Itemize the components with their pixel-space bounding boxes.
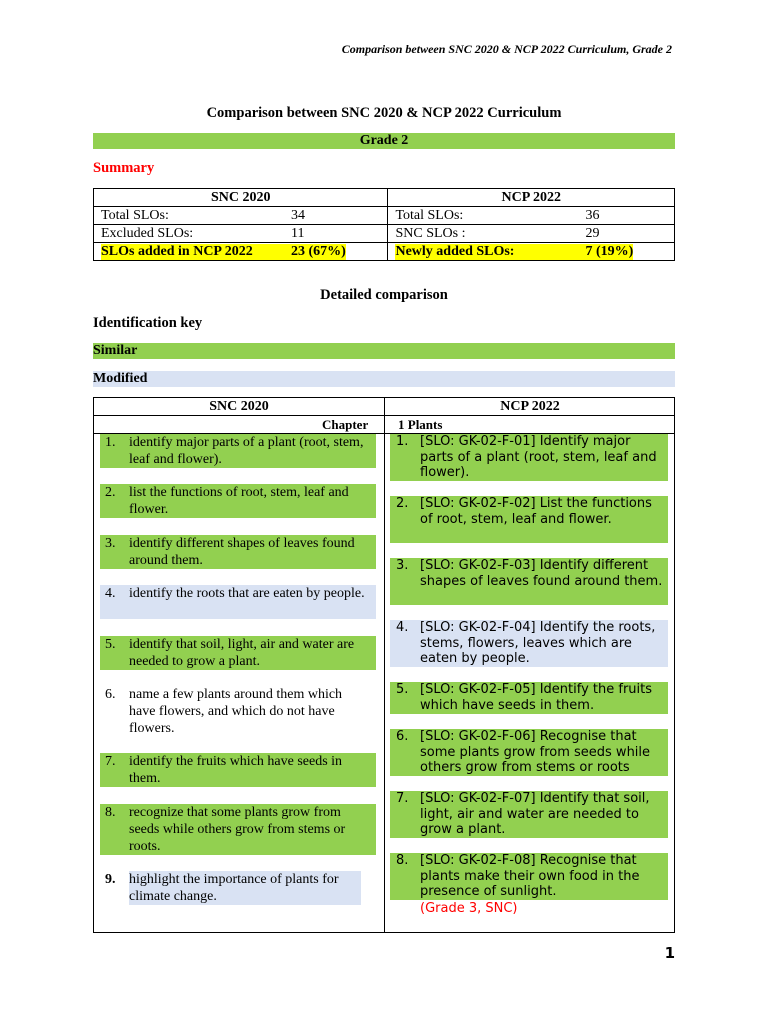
ncp-item: 4. [SLO: GK-02-F-04] Identify the roots, stems, flowers, leaves which are eaten by people.: [390, 620, 668, 667]
right-column-header: NCP 2022: [500, 399, 560, 414]
key-modified: Modified: [93, 371, 675, 387]
detailed-comparison-heading: Detailed comparison: [320, 287, 448, 303]
ncp-item: 1. [SLO: GK-02-F-01] Identify major parts of a plant (root, stem, leaf and flower).: [390, 434, 668, 481]
left-column-header: SNC 2020: [209, 399, 269, 414]
key-similar: Similar: [93, 343, 675, 359]
summary-right-row: Total SLOs: 36: [388, 207, 675, 225]
page-number: 1: [664, 944, 675, 962]
ncp-item: 2. [SLO: GK-02-F-02] List the functions of root, stem, leaf and flower.: [390, 496, 668, 543]
summary-left-row: Excluded SLOs: 11: [94, 225, 388, 243]
snc-item: 5. identify that soil, light, air and water are needed to grow a plant.: [100, 636, 376, 670]
summary-right-row: SNC SLOs : 29: [388, 225, 675, 243]
snc-item: 6. name a few plants around them which have flowers, and which do not have flowers.: [105, 687, 343, 736]
ncp-item: 3. [SLO: GK-02-F-03] Identify different shapes of leaves found around them.: [390, 558, 668, 605]
identification-key-heading: Identification key: [93, 315, 203, 331]
chapter-label: Chapter: [322, 417, 369, 432]
ncp-note: (Grade 3, SNC): [420, 901, 518, 916]
summary-right-header: NCP 2022: [388, 189, 675, 207]
summary-left-row: Total SLOs: 34: [94, 207, 388, 225]
running-header: Comparison between SNC 2020 & NCP 2022 Curriculum, Grade 2: [341, 42, 672, 56]
snc-item: 4. identify the roots that are eaten by people.: [100, 585, 376, 619]
comparison-table: [93, 397, 675, 933]
snc-item: 2. list the functions of root, stem, leaf and flower.: [100, 484, 376, 518]
chapter-name: 1 Plants: [398, 417, 443, 432]
summary-label: Summary: [93, 160, 155, 176]
snc-item: 8. recognize that some plants grow from seeds while others grow from stems or roots.: [100, 804, 376, 855]
document-title: Comparison between SNC 2020 & NCP 2022 Curriculum: [206, 105, 562, 121]
snc-item: 3. identify different shapes of leaves found around them.: [100, 535, 376, 569]
summary-right-highlight-row: Newly added SLOs: 7 (19%): [388, 243, 675, 261]
summary-left-highlight-row: SLOs added in NCP 2022 23 (67%): [94, 243, 388, 261]
row-divider: [94, 415, 674, 416]
snc-item: 7. identify the fruits which have seeds in them.: [100, 753, 376, 787]
ncp-item: 5. [SLO: GK-02-F-05] Identify the fruits which have seeds in them.: [390, 682, 668, 714]
column-divider: [384, 398, 385, 932]
summary-table: [93, 188, 675, 261]
ncp-item: 6. [SLO: GK-02-F-06] Recognise that some plants grow from seeds while others grow from stems or roots: [390, 729, 668, 776]
snc-item: 9. highlight the importance of plants for climate change.: [100, 871, 376, 905]
summary-left-header: SNC 2020: [94, 189, 388, 207]
snc-item: 1. identify major parts of a plant (root, stem, leaf and flower).: [100, 434, 376, 468]
ncp-item: 7. [SLO: GK-02-F-07] Identify that soil, light, air and water are needed to grow a plant.: [390, 791, 668, 838]
ncp-item: 8. [SLO: GK-02-F-08] Recognise that plants make their own food in the presence of sunlight.: [390, 853, 668, 900]
grade-band: Grade 2: [93, 133, 675, 149]
